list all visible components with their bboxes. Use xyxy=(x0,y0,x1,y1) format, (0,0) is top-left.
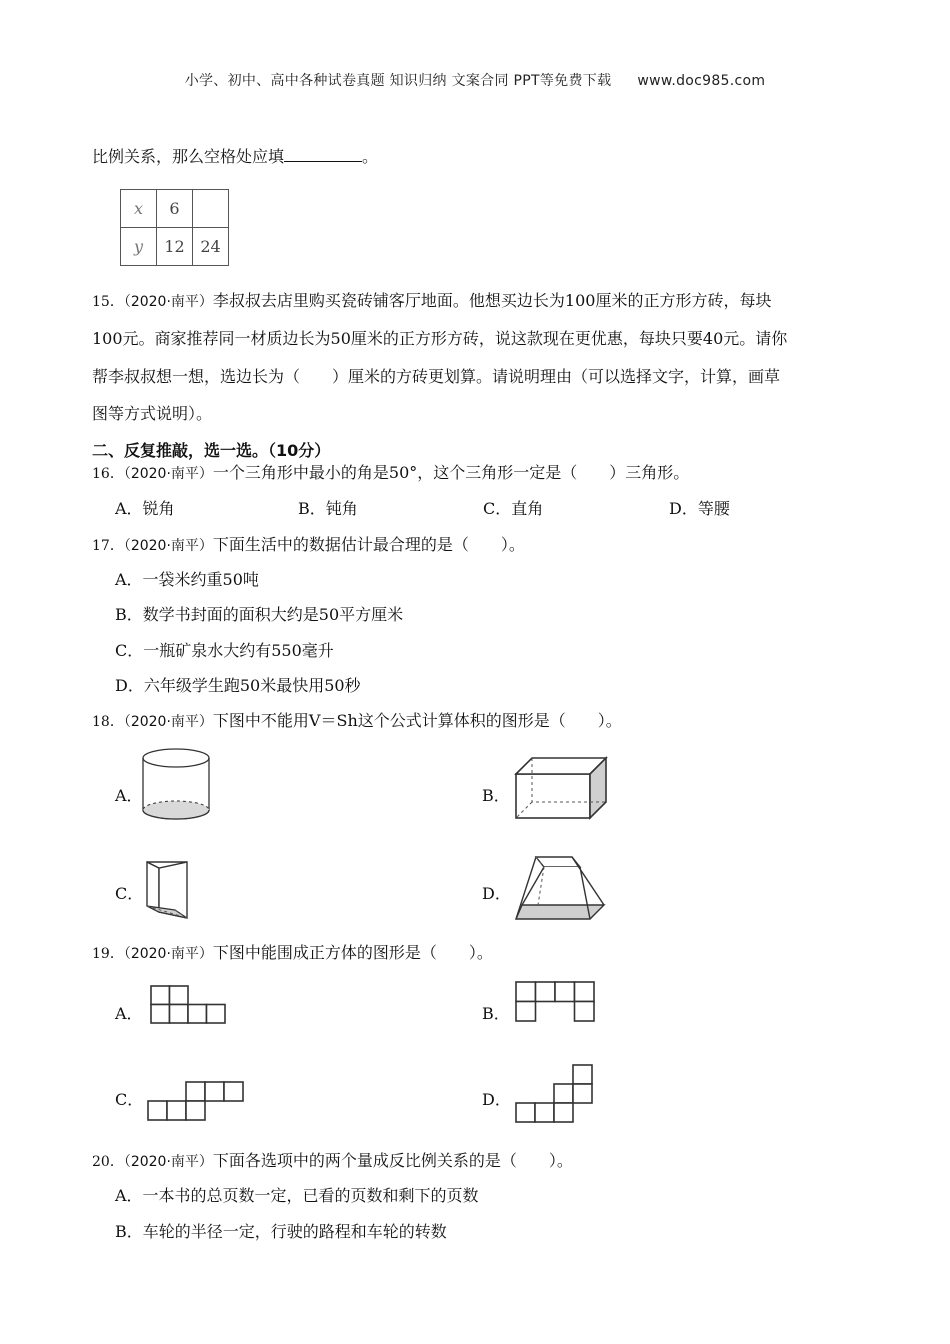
q17-option-b[interactable]: B．数学书封面的面积大约是50平方厘米 xyxy=(115,605,404,624)
q17-option-a[interactable]: A．一袋米约重50吨 xyxy=(115,570,259,589)
q18-option-a[interactable]: A． xyxy=(115,786,143,805)
q15-line-2: 100元。商家推荐同一材质边长为50厘米的正方形方砖，说这款现在更优惠，每块只要40元。请你 xyxy=(92,329,788,348)
q14-text: 比例关系，那么空格处应填 。 xyxy=(92,147,379,166)
q17-stem: 17．（2020·南平）下面生活中的数据估计最合理的是（ ）。 xyxy=(92,535,525,554)
x-cell-1: 6 xyxy=(157,190,193,228)
q18-option-b[interactable]: B． xyxy=(482,786,510,805)
cube-net-a-icon xyxy=(150,985,230,1025)
q19-option-d[interactable]: D． xyxy=(482,1090,511,1109)
section-title: 二、反复推敲，选一选。（10分） xyxy=(92,441,331,460)
x-label: x xyxy=(121,190,157,228)
xy-table xyxy=(120,189,229,266)
page-header xyxy=(0,70,950,90)
q19-option-a[interactable]: A． xyxy=(115,1004,143,1023)
q19-option-c[interactable]: C． xyxy=(115,1090,144,1109)
q16-option-a[interactable]: A．锐角 xyxy=(115,499,175,518)
cuboid-icon xyxy=(514,756,610,822)
q15-line-1: 15．（2020·南平）李叔叔去店里购买瓷砖铺客厅地面。他想买边长为100厘米的正方形方砖，每块 xyxy=(92,291,772,310)
triangular-prism-icon xyxy=(145,860,191,924)
cube-net-c-icon xyxy=(147,1081,245,1123)
frustum-icon xyxy=(514,855,608,923)
q18-option-d[interactable]: D． xyxy=(482,884,511,903)
q16-option-d[interactable]: D．等腰 xyxy=(669,499,730,518)
q20-option-b[interactable]: B．车轮的半径一定，行驶的路程和车轮的转数 xyxy=(115,1222,447,1241)
cube-net-d-icon xyxy=(515,1064,595,1125)
y-cell-1: 12 xyxy=(157,228,193,266)
q18-stem: 18．（2020·南平）下图中不能用V＝Sh这个公式计算体积的图形是（ ）。 xyxy=(92,711,622,730)
cylinder-icon xyxy=(140,747,214,822)
q16-option-c[interactable]: C．直角 xyxy=(483,499,544,518)
q20-stem: 20．（2020·南平）下面各选项中的两个量成反比例关系的是（ ）。 xyxy=(92,1151,573,1170)
y-cell-2: 24 xyxy=(193,228,229,266)
y-label: y xyxy=(121,228,157,266)
q20-option-a[interactable]: A．一本书的总页数一定，已看的页数和剩下的页数 xyxy=(115,1186,479,1205)
header-site-link[interactable]: www.doc985.com xyxy=(637,73,766,89)
q15-line-3: 帮李叔叔想一想，选边长为（ ）厘米的方砖更划算。请说明理由（可以选择文字，计算，画草 xyxy=(92,367,781,386)
cube-net-b-icon xyxy=(515,981,597,1023)
q15-line-4: 图等方式说明）。 xyxy=(92,404,213,423)
q17-option-d[interactable]: D．六年级学生跑50米最快用50秒 xyxy=(115,676,361,695)
q19-stem: 19．（2020·南平）下图中能围成正方体的图形是（ ）。 xyxy=(92,943,493,962)
q19-option-b[interactable]: B． xyxy=(482,1004,510,1023)
x-cell-2-empty xyxy=(193,190,229,228)
q16-option-b[interactable]: B．钝角 xyxy=(298,499,358,518)
q18-option-c[interactable]: C． xyxy=(115,884,144,903)
answer-blank[interactable] xyxy=(284,147,362,162)
q17-option-c[interactable]: C．一瓶矿泉水大约有550毫升 xyxy=(115,641,334,660)
q16-stem: 16．（2020·南平）一个三角形中最小的角是50°，这个三角形一定是（ ）三角形。 xyxy=(92,463,690,482)
header-text: 小学、初中、高中各种试卷真题 知识归纳 文案合同 PPT等免费下载 xyxy=(184,73,612,89)
question-source: （2020·南平） xyxy=(123,294,213,310)
question-number: 15． xyxy=(92,294,124,310)
